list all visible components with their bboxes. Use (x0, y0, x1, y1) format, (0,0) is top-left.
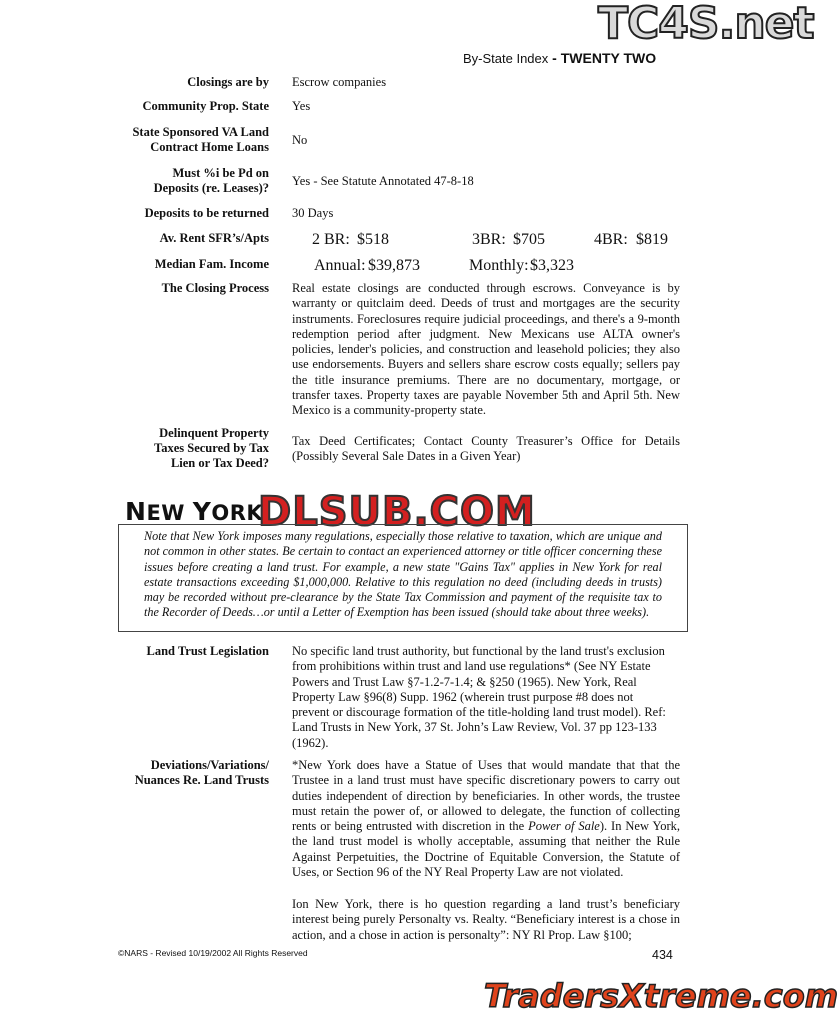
income-label: Median Fam. Income (154, 257, 269, 271)
page-header (463, 50, 656, 66)
deviations-text (292, 758, 680, 880)
new-york-note-text: Note that New York imposes many regulations, especially those relative to taxation, which are unique and not common in other states. Be certain to contact an experienced attorney or title officer concerning these issues before creating a land trust. For example, a new state "Gains Tax" applies in New York for real estate transactions exceeding $1,000,000. Relative to this regulation no deed (including deeds in trusts) may be recorded without pre-clearance by the State Tax Commission and payment of the requisite tax to the Recorder of Deeds…or until a Letter of Exemption has been issued (should take about three weeks). (144, 529, 662, 620)
land-trust-text: No specific land trust authority, but functional by the land trust's exclusion from prohibitions within trust and land use regulations* (See NY Estate Powers and Trust Law §7-1.2-7-1.4; & §250 (1965). New York, Real Property Law §96(8) Supp. 1962 (wherein trust purpose #8 does not prevent or discourage formation of the title-holding land trust model). Ref: Land Trusts in New York, 37 St. John’s Law Review, Vol. 37 pp 123-133 (1962). (292, 644, 666, 750)
power-of-sale-term: Power of Sale (528, 819, 600, 834)
heading-rest-2: ORK (211, 501, 264, 525)
income-annual-value: $39,873 (368, 257, 420, 274)
interest-label-line-2: Deposits (re. Leases)? (153, 181, 269, 195)
deposits-label: Deposits to be returned (144, 206, 269, 220)
closing-process-text: Real estate closings are conducted through escrows. Conveyance is by warranty or quitclaim deed. Deeds of trust and mortgages are the security instruments. Foreclosures require judicial proceedings, and there's a 9-month redemption period after judgment. New Mexicans use ALTA owner's policies, lender's policies, and construction and leasehold policies; they also use endorsements. Buyers and sellers share escrow costs equally; sellers pay the title insurance premiums. There are no documentary, mortgage, or transfer taxes. Property taxes are payable November 5th and April 5th. New Mexico is a community-property state. (292, 281, 680, 418)
deviations-label-line-2: Nuances Re. Land Trusts (134, 773, 269, 787)
deviations-text-part-b: ). In New York, the land trust model is wholly acceptable, assuming that neither the Rule Against Perpetuities, the Doctrine of Equitable Conversion, the Statute of Uses, or Section 96 of the NY Real Property Law are not violated. (292, 819, 681, 880)
community-label: Community Prop. State (142, 99, 269, 113)
delinquent-label-line-3: Lien or Tax Deed? (170, 456, 269, 470)
heading-cap-n: N (125, 497, 147, 526)
deviations-text-part-a: *New York does have a Statue of Uses that would mandate that that the Trustee in a land trust must have specific discretionary powers to carry out duties independent of direction by beneficiaries. In other words, the trustee must retain the power of, or allowed to delegate, the function of collecting rents or being entrusted with discretion in the (292, 758, 680, 834)
closings-value: Escrow companies (292, 75, 387, 89)
rent-3br-value: $705 (513, 231, 545, 248)
interest-label (154, 166, 269, 196)
header-dash: - (548, 50, 561, 66)
tc4s-watermark: TC4S.net (598, 0, 814, 49)
delinquent-label-line-1: Delinquent Property (159, 426, 269, 440)
va-label-line-1: State Sponsored VA Land (132, 125, 269, 139)
new-york-note-box (118, 524, 688, 632)
delinquent-label-line-2: Taxes Secured by Tax (154, 441, 269, 455)
closings-label: Closings are by (187, 75, 269, 89)
rent-label: Av. Rent SFR’s/Apts (159, 231, 269, 245)
delinquent-label (154, 426, 269, 471)
va-loans-value: No (292, 133, 308, 147)
community-value: Yes (292, 99, 311, 113)
delinquent-value: Tax Deed Certificates; Contact County Treasurer’s Office for Details (Possibly Several Sale Dates in a Given Year) (292, 434, 680, 464)
income-monthly-label: Monthly: (469, 257, 529, 274)
heading-cap-y: Y (192, 497, 212, 526)
new-york-heading (125, 497, 263, 526)
deviations-label-line-1: Deviations/Variations/ (150, 758, 269, 772)
va-label-line-2: Contract Home Loans (150, 140, 269, 154)
copyright-footer: ©NARS - Revised 10/19/2002 All Rights Reserved (118, 948, 308, 958)
heading-rest-1: EW (146, 501, 193, 525)
index-label: By-State Index (463, 51, 549, 66)
deviations-label (135, 758, 269, 788)
closing-process-label: The Closing Process (161, 281, 269, 295)
rent-2br-value: $518 (357, 231, 389, 248)
personalty-text: Ion New York, there is ho question regarding a land trust’s beneficiary interest being purely Personalty vs. Realty. “Beneficiary interest is a chose in action, and a chose in action is personalty”: NY Rl Prop. Law §100; (292, 897, 680, 942)
rent-3br-label: 3BR: (472, 231, 506, 248)
va-loans-label (132, 125, 269, 155)
page-title: TWENTY TWO (560, 50, 657, 66)
income-annual-label: Annual: (314, 257, 366, 274)
rent-2br-label: 2 BR: (312, 231, 350, 248)
tradersxtreme-watermark: TradersXtreme.com (484, 977, 838, 1015)
interest-label-line-1: Must %i be Pd on (172, 166, 269, 180)
income-monthly-value: $3,323 (530, 257, 574, 274)
dlsub-watermark: DLSUB.COM (258, 489, 536, 535)
deposits-value: 30 Days (292, 206, 334, 220)
rent-4br-value: $819 (636, 231, 668, 248)
page-number: 434 (652, 948, 673, 962)
land-trust-label: Land Trust Legislation (146, 644, 269, 658)
rent-4br-label: 4BR: (594, 231, 628, 248)
interest-value: Yes - See Statute Annotated 47-8-18 (292, 174, 474, 188)
